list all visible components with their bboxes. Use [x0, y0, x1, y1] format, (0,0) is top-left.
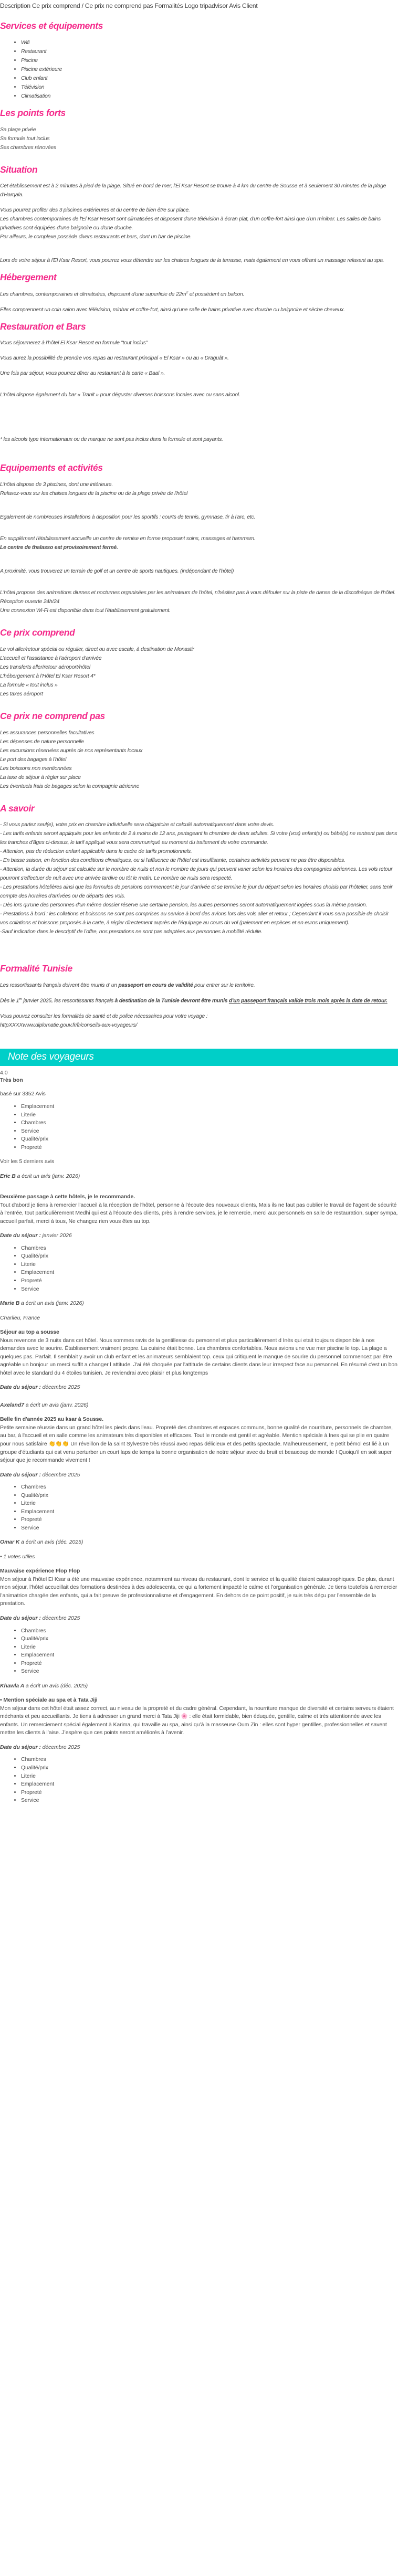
paragraph: Egalement de nombreuses installations à disposition pour les sportifs : courts de tennis, gymnase, tir à l'arc, etc. — [0, 514, 256, 520]
review-author: Khawla A — [0, 1682, 25, 1689]
list-item: Les taxes aéroport — [0, 690, 43, 697]
criteria-item: • Chambres — [21, 1627, 398, 1635]
paragraph — [0, 480, 398, 498]
list-item: - Si vous partez seul(e), votre prix en chambre individuelle sera obligatoire et calculé automatiquement dans votre devis. — [0, 821, 274, 828]
criteria-item: • Qualité/prix — [21, 1492, 398, 1500]
list-item: Le port des bagages à l’hôtel — [0, 756, 67, 763]
criteria-list — [0, 1483, 398, 1532]
criteria-item: • Emplacement — [21, 1508, 398, 1516]
review-body: Tout d'abord je tiens à remercier l'accueil à la réception de l'hôtel, personne à l'écoute des nouveaux clients, Mais ils ne faut pas oublier le travail de l'agent de sécurité à l'entrée, tout particulièrement Medhi qui est à l'écoute des clients, près à rendre services, je le remercie, merci aux personnels en salle de restauration, super sympa, accueil parfait, merci à tous, Ne changez rien vous êtes au top. — [0, 1201, 398, 1224]
review-title: Belle fin d'année 2025 au ksar à Sousse. — [0, 1416, 103, 1423]
criteria-item: • Service — [21, 1127, 398, 1136]
paragraph — [0, 290, 398, 299]
text-line: Relaxez-vous sur les chaises longues de la piscine ou de la plage privée de l'hôtel — [0, 490, 188, 497]
criteria-item: • Literie — [21, 1643, 398, 1652]
list-item: La formule « tout inclus » — [0, 681, 58, 688]
review-author: Axeland7 — [0, 1401, 24, 1408]
highlights-section — [0, 107, 398, 159]
criteria-list — [0, 1244, 398, 1293]
text-line: Les chambres contemporaines de l'El Ksar Resort sont climatisées et disposent d'une télévision à écran plat, d'un coffre-fort ainsi que d'un minibar. Les salles de bains privatives sont équipées d'une baignoire ou d'une douche. — [0, 216, 381, 231]
list-item: - En basse saison, en fonction des conditions climatiques, ou si l'affluence de l'hôtel est insuffisante, certaines activités peuvent ne pas être disponibles. — [0, 857, 345, 864]
review — [0, 1300, 398, 1401]
text: pour entrer sur le territoire. — [193, 982, 255, 988]
good-to-know-list — [0, 820, 398, 936]
section-title: Formalité Tunisie — [0, 963, 72, 974]
stay-label: Date du séjour : — [0, 1232, 41, 1239]
list-item: - Dès lors qu'une des personnes d'un même dossier réserve une certaine pension, les autres personnes seront automatiquement logées sous la même pension. — [0, 902, 368, 909]
list-item: Ses chambres rénovées — [0, 144, 56, 151]
criteria-item: • Service — [21, 1524, 398, 1533]
formalities-section — [0, 963, 398, 1029]
paragraph: L'hôtel dispose également du bar « Tranit » pour déguster diverses boissons locales avec ou sans alcool. — [0, 392, 240, 398]
criteria-item: • Emplacement — [21, 1651, 398, 1660]
section-title: Restauration et Bars — [0, 321, 86, 332]
review — [0, 1682, 398, 1805]
travelers-banner: Note des voyageurs — [0, 1049, 398, 1067]
paragraph: Elles comprennent un coin salon avec télévision, minbar et coffre-fort, ainsi qu'une salle de bains privative avec douche ou baignoire et sèche cheveux. — [0, 306, 345, 313]
criteria-item: • Emplacement — [21, 1103, 398, 1111]
paragraph — [0, 534, 398, 552]
list-item: La taxe de séjour à régler sur place — [0, 774, 81, 780]
list-item: -Sauf indication dans le descriptif de l’offre, nos prestations ne sont pas adaptées aux personnes à mobilité réduite. — [0, 928, 263, 935]
review-header — [0, 1300, 398, 1308]
section-title: Hébergement — [0, 272, 57, 283]
criteria-item: • Qualité/prix — [21, 1135, 398, 1144]
review-body: Mon séjour à l’hôtel El Ksar a été une mauvaise expérience, notamment au niveau du restaurant, dont le service et la qualité étaient catastrophiques. De plus, durant mon séjour, l’hôtel accueillait des formations destinées à des adolescents, ce qui a fortement impacté le calme et l’organisation générale. Je tiens toutefois à remercier l’animatrice chargée des enfants, qui a fait preuve de professionnalisme et d’engagement. En dehors de ce point positif, je suis très déçu par l’ensemble de la prestation. — [0, 1576, 397, 1607]
paragraph — [0, 981, 398, 990]
review-title: Mauvaise expérience Flop Flop — [0, 1568, 80, 1575]
list-item: Sa formule tout inclus — [0, 135, 50, 142]
stay-date — [0, 1744, 398, 1752]
review-date: a écrit un avis (janv. 2026) — [15, 1173, 80, 1179]
stay-date — [0, 1471, 398, 1480]
review-body: Nous revenons de 3 nuits dans cet hôtel. Nous sommes ravis de la gentillesse du personnel et plus particulièrement d Inès qui etait toujours disponible à nos demandes avec le sourire. Établissement vraiment propre. La cuisine était bonne. Les chambres confortables. Nous avions une vue mer piscine le top. La plage a quelques pas. Parfait. Il semblait y avoir un club enfant et les animateurs semblaient top. ceux qui critiquent le manque de sourire du personnel commencez par être agréable un bonjour un merci suffit a changer l attitude. J'ai été choquée par l'attitude de certains clients dans leur irrespect face au personnel. En résumé c'est un bon hôtel avec le standard du 4 étoiles tunisien. Je reviendrai avec plaisir et plus longtemps — [0, 1337, 397, 1376]
dining-section — [0, 321, 398, 457]
section-title: Services et équipements — [0, 20, 103, 31]
text-line: Par ailleurs, le complexe possède divers restaurants et bars, dont un bar de piscine. — [0, 234, 192, 240]
text: janvier 2025, les ressortissants français — [22, 997, 115, 1004]
not-included-section — [0, 710, 398, 797]
paragraph: Vous aurez la possibilité de prendre vos repas au restaurant principal « El Ksar » ou au « Draguât ». — [0, 355, 229, 362]
review-title: • Mention spéciale au spa et à Tata Jiji — [0, 1697, 98, 1704]
stay-value: décembre 2025 — [40, 1615, 80, 1621]
review-author: Marie B — [0, 1300, 20, 1307]
text-line: L'hôtel propose des animations diurnes et nocturnes organisées par les animateurs de l'hôtel, n'hésitez pas à vous défouler sur la piste de danse de la discothèque de l'hôtel. — [0, 589, 395, 596]
review-date: a écrit un avis (déc. 2025) — [24, 1682, 88, 1689]
section-title: Equipements et activités — [0, 462, 103, 473]
review-body: Petite semaine réussie dans un grand hôtel les pieds dans l'eau. Propreté des chambres et espaces communs, bonne qualité de nourriture, personnels de chambre, au bar, à l'accueil et en salle comme les animateurs très disponibles et efficaces. Tout le monde est gentil et agréable. Mention spéciale à Ines qui se plie en quatre pour nous satisfaire 👏👏👏 Un réveillon de la saint Sylvestre très réussi avec repas délicieux et des petits spectacle. Malheureusement, le petit bémol est lié à un groupe d'étudiants qui est venu perturber un court laps de temps la bonne organisation de notre séjour avec du bruit et beaucoup de monde ! Quoiqu'il en soit super séjour que je recommande vivement ! — [0, 1424, 393, 1464]
diplomatie-link[interactable]: httpXXXXwww.diplomatie.gouv.fr/fr/conseils-aux-voyageurs/ — [0, 1021, 138, 1028]
list-item: • Piscine — [21, 56, 398, 65]
review-title: Deuxième passage à cette hôtels, je le recommande. — [0, 1194, 135, 1200]
rating-score: 4.0 — [0, 1070, 8, 1076]
list-item: - Prestations à bord : les collations et boissons ne sont pas comprises au service à bord des avions lors des vols aller et retour ; Cependant il vous sera possible de choisir vos collations et boissons proposés à la carte, à régler directement auprès de l'équipage au cours du vol (paiement en espèces et en euros uniquement). — [0, 911, 389, 926]
paragraph — [0, 1012, 398, 1030]
paragraph: A proximité, vous trouverez un terrain de golf et un centre de sports nautiques. (indépendant de l'hôtel) — [0, 568, 234, 574]
text: Dès le 1 — [0, 997, 19, 1004]
list-item: • Restaurant — [21, 47, 398, 56]
paragraph — [0, 588, 398, 615]
review-header — [0, 1401, 398, 1410]
review — [0, 1401, 398, 1532]
criteria-item: • Qualité/prix — [21, 1764, 398, 1772]
criteria-item: • Literie — [21, 1111, 398, 1120]
rating-label: Très bon — [0, 1077, 23, 1084]
good-to-know-section — [0, 803, 398, 958]
paragraph — [0, 206, 398, 241]
review-title: Séjour au top a sousse — [0, 1329, 59, 1336]
review-header — [0, 1173, 398, 1181]
paragraph: Lors de votre séjour à l'El Ksar Resort, vous pourrez vous détendre sur les chaises longues de la terrasse, mais également en vous offrant un massage relaxant au spa. — [0, 257, 384, 264]
criteria-item: • Propreté — [21, 1144, 398, 1152]
criteria-item: • Emplacement — [21, 1269, 398, 1277]
criteria-item: • Service — [21, 1667, 398, 1676]
review-header — [0, 1682, 398, 1691]
stay-value: décembre 2025 — [40, 1471, 80, 1478]
text: Les ressortissants français doivent être munis d' un — [0, 982, 119, 988]
list-item: Le vol aller/retour spécial ou régulier, direct ou avec escale, à destination de Monastir — [0, 646, 194, 652]
criteria-list — [0, 1756, 398, 1804]
criteria-item: • Chambres — [21, 1756, 398, 1764]
section-title: Ce prix ne comprend pas — [0, 710, 105, 721]
list-item: - Les tarifs enfants seront appliqués pour les enfants de 2 à moins de 12 ans, partageant la chambre de deux adultes. Si votre (vos) enfant(s) ou bébé(s) ne rentrent pas dans les tranches d'âges ci-dessus, le tarif appliqué vous sera communiqué au moment du traitement de votre commande. — [0, 830, 397, 846]
list-item: Les dépenses de nature personnelle — [0, 738, 84, 745]
section-title: Situation — [0, 164, 38, 175]
criteria-list — [0, 1627, 398, 1676]
review-author: Eric B — [0, 1173, 16, 1179]
stay-value: décembre 2025 — [40, 1744, 80, 1750]
list-item: L’accueil et l’assistance à l’aéroport d’arrivée — [0, 654, 102, 661]
review-date: a écrit un avis (déc. 2025) — [19, 1539, 83, 1546]
included-section — [0, 627, 398, 705]
list-item: • Climatisation — [21, 92, 398, 101]
situation-section — [0, 164, 398, 266]
list-item: • Piscine extérieure — [21, 65, 398, 74]
included-list — [0, 645, 398, 699]
stay-label: Date du séjour : — [0, 1384, 41, 1391]
criteria-item: • Service — [21, 1797, 398, 1805]
criteria-item: • Qualité/prix — [21, 1635, 398, 1643]
criteria-item: • Emplacement — [21, 1780, 398, 1789]
criteria-item: • Literie — [21, 1772, 398, 1781]
paragraph: Vous séjournerez à l'hôtel El Ksar Resort en formule "tout inclus" — [0, 340, 148, 346]
review-count: basé sur 3352 Avis — [0, 1091, 46, 1097]
review-header — [0, 1538, 398, 1547]
review-location: Charlieu, France — [0, 1314, 40, 1321]
section-title: Ce prix comprend — [0, 627, 75, 638]
services-list — [0, 38, 398, 101]
section-title: A savoir — [0, 803, 35, 814]
emphasis: passeport en cours de validité — [118, 982, 193, 988]
list-item: • Télévision — [21, 83, 398, 92]
criteria-item: • Propreté — [21, 1789, 398, 1797]
criteria-item: • Propreté — [21, 1277, 398, 1285]
paragraph: Cet établissement est à 2 minutes à pied de la plage. Situé en bord de mer, l'El Ksar Resort se trouve à 4 km du centre de Sousse et à seulement 30 minutes de la plage d'Harqala. — [0, 183, 386, 198]
not-included-list — [0, 729, 398, 791]
criteria-item: • Qualité/prix — [21, 1252, 398, 1261]
text: Les chambres, contemporaines et climatisées, disposent d'une superficie de 22m — [0, 291, 186, 298]
superscript: er — [19, 997, 22, 1001]
list-item: Les transferts aller/retour aéroport/hôtel — [0, 663, 90, 670]
services-section — [0, 20, 398, 101]
stay-value: janvier 2026 — [40, 1232, 72, 1239]
emphasis-underlined: d'un passeport français valide trois mois après la date de retour. — [228, 997, 387, 1004]
review-date: a écrit un avis (janv. 2026) — [24, 1401, 89, 1408]
stay-date — [0, 1384, 398, 1392]
list-item: Les éventuels frais de bagages selon la compagnie aérienne — [0, 783, 140, 789]
rating-summary — [0, 1069, 398, 1084]
paragraph — [0, 996, 398, 1006]
criteria-item: • Literie — [21, 1500, 398, 1508]
activities-section — [0, 462, 398, 621]
review — [0, 1538, 398, 1675]
review-date: a écrit un avis (janv. 2026) — [19, 1300, 84, 1307]
list-item: Sa plage privée — [0, 126, 36, 133]
text-line: Vous pourrez profiter des 3 piscines extérieures et du centre de bien être sur place. — [0, 207, 190, 214]
stay-date — [0, 1232, 398, 1240]
review-author: Omar K — [0, 1539, 20, 1546]
text-line: Réception ouverte 24h/24 — [0, 598, 60, 605]
stay-label: Date du séjour : — [0, 1471, 41, 1478]
stay-label: Date du séjour : — [0, 1615, 41, 1621]
text-line: Vous pouvez consulter les formalités de santé et de police nécessaires pour votre voyage : — [0, 1012, 208, 1019]
list-item: - Attention, la durée du séjour est calculée sur le nombre de nuits et non le nombre de jours qui peuvent varier selon les horaires des compagnies aériennes. Les vols retour pourront s'effectuer de nuit avec une arrivée tardive ou tôt le matin. Le nombre de nuits sera respecté. — [0, 866, 393, 882]
reviews-section — [0, 1090, 398, 1804]
criteria-item: • Literie — [21, 1261, 398, 1269]
text-line: L'hôtel dispose de 3 piscines, dont une intérieure. — [0, 481, 113, 488]
criteria-item: • Chambres — [21, 1119, 398, 1127]
stay-value: décembre 2025 — [40, 1384, 80, 1391]
list-item: Les assurances personnelles facultatives — [0, 729, 95, 736]
footnote: * les alcools type internationaux ou de marque ne sont pas inclus dans la formule et sont payants. — [0, 436, 223, 443]
highlights-list — [0, 125, 398, 152]
criteria-item: • Propreté — [21, 1660, 398, 1668]
list-item: L’hébergement à l’Hôtel El Ksar Resort 4* — [0, 672, 96, 679]
criteria-item: • Propreté — [21, 1516, 398, 1524]
stay-label: Date du séjour : — [0, 1744, 41, 1750]
text-line: En supplément l'établissement accueille un centre de remise en forme proposant soins, massages et hammam. — [0, 535, 256, 542]
stay-date — [0, 1614, 398, 1623]
paragraph: Une fois par séjour, vous pourrez dîner au restaurant à la carte « Baal ». — [0, 370, 165, 377]
anchor-nav[interactable]: Description Ce prix comprend / Ce prix ne comprend pas Formalités Logo tripadvisor Avis Client — [0, 2, 258, 9]
text-line: Une connexion Wi-Fi est disponible dans tout l'établissement gratuitement. — [0, 607, 171, 614]
criteria-list — [0, 1103, 398, 1152]
section-title: Les points forts — [0, 107, 66, 118]
review — [0, 1173, 398, 1293]
emphasis: à destination de la Tunisie devront être munis — [114, 997, 229, 1004]
accommodation-section — [0, 271, 398, 314]
list-item: • Club enfant — [21, 74, 398, 83]
helpful-votes: • 1 votes utiles — [0, 1553, 35, 1560]
criteria-item: • Chambres — [21, 1244, 398, 1253]
text: et possèdent un balcon. — [188, 291, 245, 298]
closure-notice: Le centre de thalasso est provisoirement fermé. — [0, 544, 118, 551]
list-item: - Attention, pas de réduction enfant applicable dans le cadre de tarifs promotionnels. — [0, 848, 192, 855]
criteria-item: • Chambres — [21, 1483, 398, 1492]
list-item: Les boissons non mentionnées — [0, 765, 72, 772]
list-item: • Wifi — [21, 38, 398, 47]
list-item: - Les prestations hôtelières ainsi que les formules de pensions commencent le jour d'arrivée et se termine le jour du départ selon les horaires choisis par l'hôtelier, sans tenir compte des horaires d'arrivées ou de départs des vols. — [0, 884, 393, 900]
see-last-reviews-link[interactable]: Voir les 5 derniers avis — [0, 1158, 55, 1165]
criteria-item: • Service — [21, 1285, 398, 1294]
list-item: Les excursions réservées auprès de nos représentants locaux — [0, 747, 143, 754]
superscript: 2 — [186, 291, 188, 294]
review-body: Mon séjour dans cet hôtel était assez correct, au niveau de la propreté et du cadre général. Cependant, la nourriture manque de diversité et certains serveurs étaient méchants et peu accueillants. Je tiens à adresser un grand merci à Tata Jiji 🌸 : elle était formidable, bien éduquée, gentille, calme et très attentionnée avec les enfants. Un remerciement spécial également à Karima, qui travaille au spa, ainsi qu’à la masseuse Oum Zin : elles sont hyper gentilles, professionnelles et savent mettre les clients à l’aise. J’espère que ces points seront améliorés à l’avenir. — [0, 1705, 394, 1736]
